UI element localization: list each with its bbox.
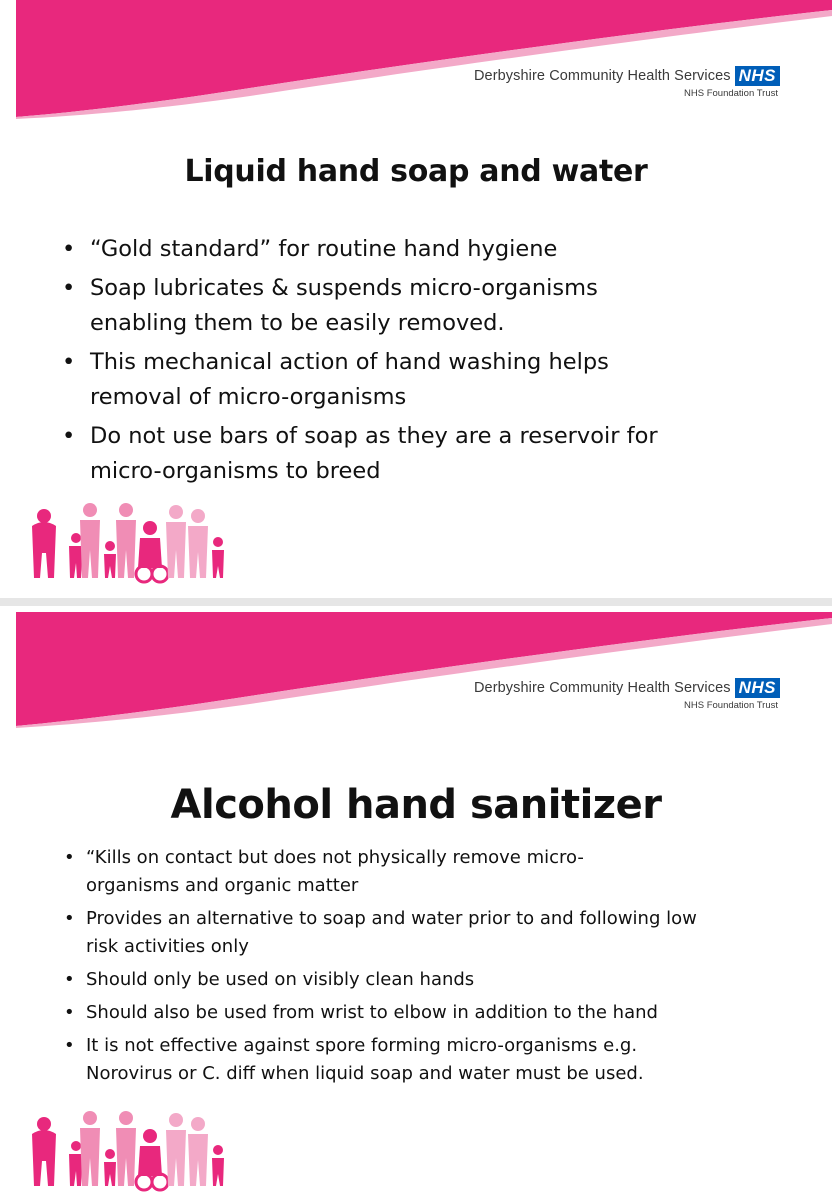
nhs-badge: NHS	[735, 678, 780, 698]
dchs-logo	[474, 678, 780, 711]
slide-divider	[0, 598, 832, 606]
list-item: • “Kills on contact but does not physically remove micro-organisms and organic matter	[64, 847, 584, 896]
list-item: • Provides an alternative to soap and water prior to and following low risk activities only	[64, 908, 697, 957]
people-silhouettes-icon	[26, 498, 236, 588]
bullet-list	[62, 232, 762, 489]
trust-name: NHS Foundation Trust	[684, 88, 778, 99]
list-item: • “Gold standard” for routine hand hygiene	[62, 236, 558, 262]
slide-liquid-soap	[0, 0, 832, 598]
list-item: • Should also be used from wrist to elbow in addition to the hand	[64, 1002, 658, 1023]
list-item: • Should only be used on visibly clean hands	[64, 969, 475, 990]
header-swoosh	[0, 0, 832, 130]
list-item: • It is not effective against spore forming micro-organisms e.g. Norovirus or C. diff when liquid soap and water must be used.	[64, 1035, 644, 1084]
org-name: Derbyshire Community Health Services	[473, 680, 731, 696]
trust-name: NHS Foundation Trust	[684, 700, 778, 711]
slide-title: Alcohol hand sanitizer	[170, 782, 662, 828]
dchs-logo	[474, 66, 780, 99]
slide-alcohol-sanitizer	[0, 606, 832, 1200]
nhs-badge: NHS	[735, 66, 780, 86]
list-item: • Do not use bars of soap as they are a reservoir for micro-organisms to breed	[62, 423, 658, 484]
list-item: • Soap lubricates & suspends micro-organisms enabling them to be easily removed.	[62, 275, 598, 336]
people-silhouettes-icon	[26, 1106, 236, 1196]
slide-title: Liquid hand soap and water	[184, 154, 648, 189]
bullet-list	[64, 844, 724, 1088]
header-swoosh	[0, 606, 832, 736]
list-item: • This mechanical action of hand washing helps removal of micro-organisms	[62, 349, 609, 410]
org-name: Derbyshire Community Health Services	[473, 68, 731, 84]
